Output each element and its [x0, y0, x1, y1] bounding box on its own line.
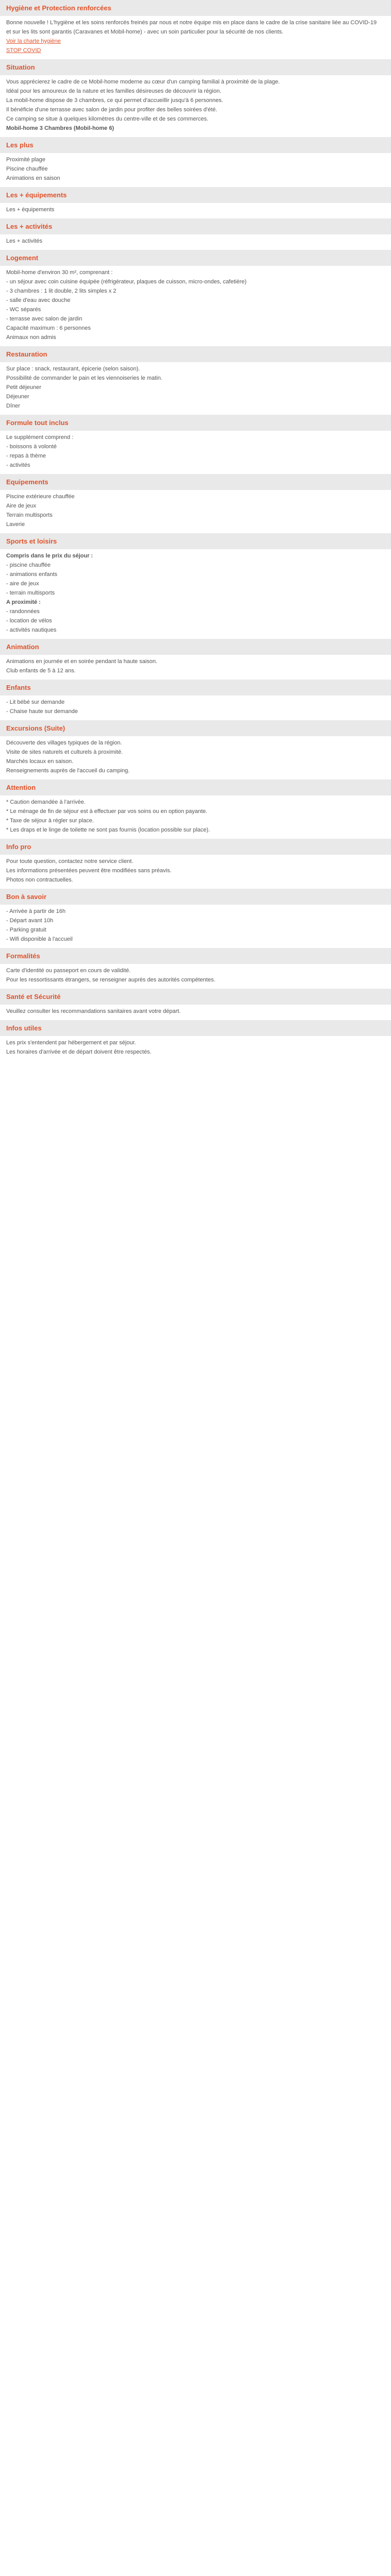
animation-line: Animations en journée et en soirée pendant la haute saison. [6, 658, 157, 665]
restauration-line: Sur place : snack, restaurant, épicerie (selon saison). [6, 366, 140, 372]
activ-item: Les + activités [6, 238, 43, 244]
situation-line: La mobil-home dispose de 3 chambres, ce qui permet d'accueillir jusqu'à 6 personnes. [6, 97, 223, 104]
logement-line: - 3 chambres : 1 lit double, 2 lits simples x 2 [6, 288, 117, 294]
restauration-sub: Déjeuner [6, 394, 29, 400]
logement-line: - un séjour avec coin cuisine équipée (réfrigérateur, plaques de cuisson, micro-ondes, cafetière) [6, 279, 247, 285]
sports-line: - activités nautiques [6, 627, 57, 633]
equipements-item: Terrain multisports [6, 512, 53, 518]
sports-line: - animations enfants [6, 571, 58, 578]
equip-item: Les + équipements [6, 207, 55, 213]
section-hygiene-title: Hygiène et Protection renforcées [0, 0, 391, 16]
infoutile-line: Les horaires d'arrivée et de départ doivent être respectés. [6, 1049, 152, 1055]
section-situation-title: Situation [0, 59, 391, 75]
section-equipements-title: Equipements [0, 474, 391, 490]
section-excursions-title: Excursions (Suite) [0, 720, 391, 736]
section-bon-title: Bon à savoir [0, 889, 391, 905]
section-logement-title: Logement [0, 250, 391, 266]
bon-line: - Parking gratuit [6, 927, 46, 933]
bon-line: - Arrivée à partir de 16h [6, 908, 66, 914]
plus-item: Proximité plage [6, 157, 45, 163]
formalites-line: Carte d'identité ou passeport en cours de validité. [6, 968, 131, 974]
section-formule-title: Formule tout inclus [0, 415, 391, 431]
situation-line: Ce camping se situe à quelques kilomètres du centre-ville et de ses commerces. [6, 116, 208, 122]
hygiene-charter-link[interactable]: Voir la charte hygiène [6, 38, 61, 44]
restauration-sub: Petit déjeuner [6, 384, 41, 391]
sports-line: - aire de jeux [6, 581, 39, 587]
sports-line: - randonnées [6, 608, 40, 615]
restauration-line: Possibilité de commander le pain et les viennoiseries le matin. [6, 375, 162, 381]
page [0, 0, 391, 1068]
formalites-line: Pour les ressortissants étrangers, se renseigner auprès des autorités compétentes. [6, 977, 216, 983]
excursions-line: Visite de sites naturels et culturels à proximité. [6, 749, 123, 755]
logement-line: Mobil-home d'environ 30 m², comprenant : [6, 269, 113, 276]
excursions-line: Découverte des villages typiques de la région. [6, 740, 122, 746]
situation-line: Vous apprécierez le cadre de ce Mobil-home moderne au cœur d'un camping familial à proximité de la plage. [6, 79, 280, 85]
section-plus-title: Les plus [0, 137, 391, 153]
logement-extra: Animaux non admis [6, 334, 56, 341]
restauration-sub: Dîner [6, 403, 20, 409]
plus-item: Piscine chauffée [6, 166, 48, 172]
situation-sub: Mobil-home 3 Chambres (Mobil-home 6) [6, 125, 115, 131]
section-formalites-title: Formalités [0, 948, 391, 964]
section-sante-title: Santé et Sécurité [0, 989, 391, 1005]
equipements-item: Piscine extérieure chauffée [6, 494, 75, 500]
section-info-title: Info pro [0, 839, 391, 855]
attention-line: * Taxe de séjour à régler sur place. [6, 818, 94, 824]
attention-line: * Caution demandée à l'arrivée. [6, 799, 86, 805]
excursions-line: Renseignements auprès de l'accueil du camping. [6, 768, 130, 774]
sports-line: Compris dans le prix du séjour : [6, 553, 93, 559]
situation-line: Il bénéficie d'une terrasse avec salon de jardin pour profiter des belles soirées d'été. [6, 107, 217, 113]
plus-item: Animations en saison [6, 175, 60, 181]
excursions-line: Marchés locaux en saison. [6, 758, 74, 765]
bon-line: - Départ avant 10h [6, 918, 54, 924]
animation-line: Club enfants de 5 à 12 ans. [6, 668, 76, 674]
section-restauration-title: Restauration [0, 346, 391, 362]
logement-line: - salle d'eau avec douche [6, 297, 71, 303]
equipements-item: Laverie [6, 521, 25, 528]
sports-line: - piscine chauffée [6, 562, 51, 568]
section-infoutile-title: Infos utiles [0, 1020, 391, 1036]
logement-line: - WC séparés [6, 307, 41, 313]
logement-extra: Capacité maximum : 6 personnes [6, 325, 91, 331]
hygiene-line-2: et sur les lits sont garantis (Caravanes et Mobil-home) - avec un soin particulier pour la sécurité de nos clients. [6, 29, 284, 35]
info-line: Pour toute question, contactez notre service client. [6, 858, 134, 865]
hygiene-line-1: Bonne nouvelle ! L'hygiène et les soins renforcés freinés par nous et notre équipe mis en place dans le cadre de la crise sanitaire liée au COVID-19 [6, 20, 377, 26]
sports-line: - location de vélos [6, 618, 52, 624]
section-enfants-title: Enfants [0, 680, 391, 696]
formule-line: - activités [6, 462, 30, 468]
sante-line: Veuillez consulter les recommandations sanitaires avant votre départ. [6, 1008, 181, 1014]
section-attention-title: Attention [0, 779, 391, 795]
attention-line: * Les draps et le linge de toilette ne sont pas fournis (location possible sur place). [6, 827, 210, 833]
section-sports-title: Sports et loisirs [0, 533, 391, 549]
enfants-line: - Chaise haute sur demande [6, 708, 78, 715]
enfants-line: - Lit bébé sur demande [6, 699, 65, 705]
formule-line: - boissons à volonté [6, 444, 57, 450]
equipements-item: Aire de jeux [6, 503, 37, 509]
sports-line: A proximité : [6, 599, 41, 605]
bon-line: - Wifi disponible à l'accueil [6, 936, 73, 942]
situation-line: Idéal pour les amoureux de la nature et les familles désireuses de découvrir la région. [6, 88, 222, 94]
info-line: Photos non contractuelles. [6, 877, 73, 883]
attention-line: * Le ménage de fin de séjour est à effectuer par vos soins ou en option payante. [6, 808, 207, 815]
section-activ-title: Les + activités [0, 218, 391, 234]
formule-line: - repas à thème [6, 453, 46, 459]
section-animation-title: Animation [0, 639, 391, 655]
logement-line: - terrasse avec salon de jardin [6, 316, 83, 322]
stop-covid-link[interactable]: STOP COVID [6, 47, 41, 54]
sports-line: - terrain multisports [6, 590, 55, 596]
infoutile-line: Les prix s'entendent par hébergement et par séjour. [6, 1040, 136, 1046]
formule-line: Le supplément comprend : [6, 434, 74, 440]
info-line: Les informations présentées peuvent être modifiées sans préavis. [6, 868, 172, 874]
section-equip-title: Les + équipements [0, 187, 391, 203]
